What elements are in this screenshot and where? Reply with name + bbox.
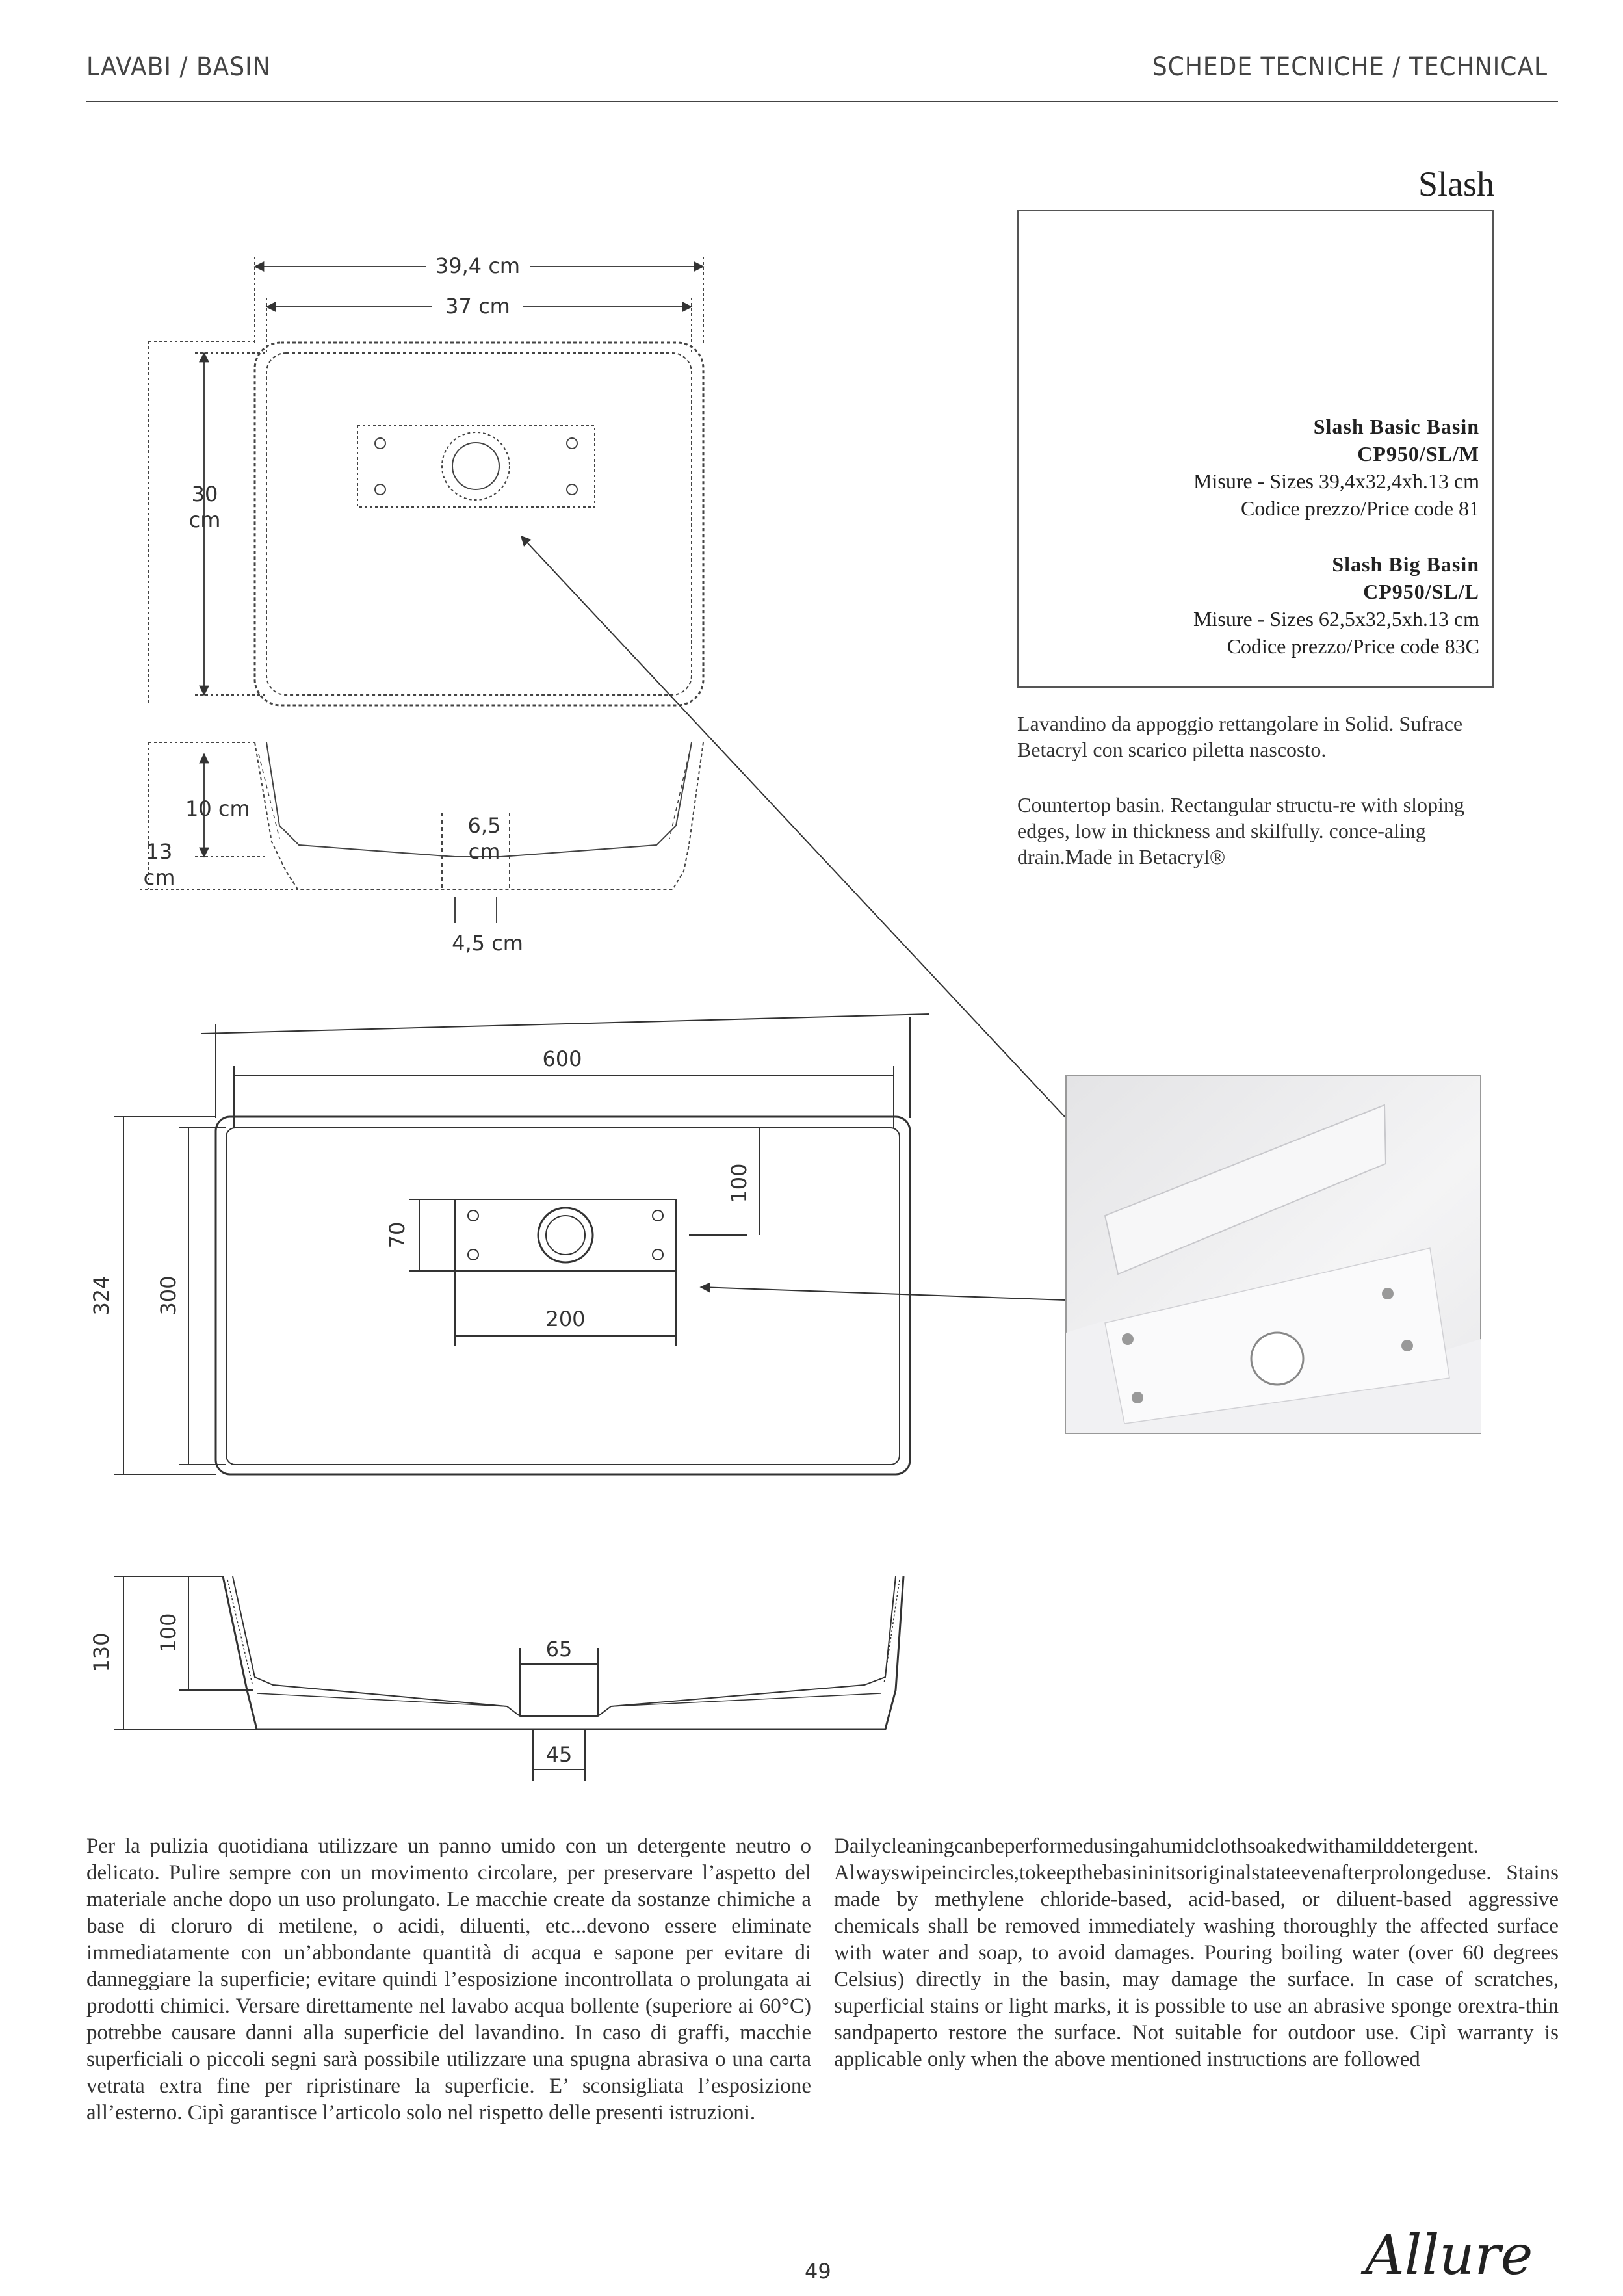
dim-large-height-total: 130 xyxy=(89,1632,114,1673)
dim-height-total: 13 cm xyxy=(143,839,175,890)
dim-large-depth-inner: 300 xyxy=(156,1275,181,1316)
care-instructions-english: Dailycleaningcanbeperformedusingahumidclothsoakedwithamilddetergent. Alwayswipeincircles,tokeepthebasininitsoriginalstateevenafterprolongeduse. Stains made by methylene chloride-based, acid-based, or diluent-based aggressive chemicals shall be removed immediately washing thoroughly the affected surface with water and soap, to avoid damages. Pouring boiling water (over 60 degrees Celsius) directly in the basin, may damage the surface. In case of scratches, superficial stains or light marks, it is possible to use an abrasive sponge orextra-thin sandpaperto restore the surface. Not suitable for outdoor use. Cipì warranty is applicable only when the above mentioned instructions are followed xyxy=(834,1834,1559,2071)
dim-large-drain-top: 65 xyxy=(545,1637,573,1662)
spec-price: Codice prezzo/Price code 81 xyxy=(1241,497,1479,520)
spec-price: Codice prezzo/Price code 83C xyxy=(1227,634,1479,658)
dim-width-inner: 37 cm xyxy=(445,294,510,319)
spec-sizes: Misure - Sizes 39,4x32,4xh.13 cm xyxy=(1193,469,1479,493)
spec-name: Slash Basic Basin xyxy=(1313,415,1479,438)
dim-large-height-inner: 100 xyxy=(156,1613,181,1653)
dim-plate-height: 70 xyxy=(385,1221,409,1249)
photo-pointer-arrow xyxy=(521,536,1066,1118)
description-english: Countertop basin. Rectangular structu-re with sloping edges, low in thickness and skilfully. conce-aling drain.Made in Betacryl® xyxy=(1017,793,1464,868)
small-basin-section xyxy=(140,742,703,923)
brand-logo: Allure xyxy=(1365,2223,1533,2287)
care-instructions-italian: Per la pulizia quotidiana utilizzare un panno umido con un detergente neutro o delicato. Pulire sempre con un movimento circolare, per preservare l’aspetto del materiale anche dopo un uso prolungato. Le macchie create da sostanze chimiche a base di cloruro di metilene, o acidi, diluenti, etc...devono essere eliminate immediatamente con un’abbondante quantità di acqua e sapone per evitare di danneggiare la superficie; evitare quindi l’esposizione incontrollata o prolungata ai prodotti chimici. Versare direttamente nel lavabo acqua bollente (superiore ai 60°C) potrebbe causare danni alla superficie del lavandino. In caso di graffi, macchie superficiali o piccoli segni sarà possibile utilizzare una spugna abrasiva o una carta vetrata extra fine per ripristinare la superficie. E’ sconsigliata l’esposizione all’esterno. Cipì garantisce l’articolo solo nel rispetto delle presenti istruzioni. xyxy=(86,1834,811,2124)
large-basin-section xyxy=(114,1576,903,1781)
dim-drain-top: 6,5 cm xyxy=(467,813,501,864)
catalog-label: SCHEDE TECNICHE / TECHNICAL xyxy=(1152,52,1548,82)
dim-height-inner: 10 cm xyxy=(185,796,250,821)
dim-large-drain-bottom: 45 xyxy=(545,1742,573,1767)
dim-drain-bottom: 4,5 cm xyxy=(452,931,523,956)
dim-large-depth-outer: 324 xyxy=(89,1275,114,1316)
spec-name: Slash Big Basin xyxy=(1332,553,1479,576)
dim-width-outer: 39,4 cm xyxy=(435,254,521,278)
spec-sizes: Misure - Sizes 62,5x32,5xh.13 cm xyxy=(1193,607,1479,631)
dim-drain-offset: 100 xyxy=(727,1163,751,1203)
product-title: Slash xyxy=(1418,164,1494,203)
dim-depth: 30 cm xyxy=(188,482,221,532)
photo-pointer-arrow-large xyxy=(701,1287,1066,1300)
section-label: LAVABI / BASIN xyxy=(86,52,271,82)
large-basin-top-view xyxy=(114,1014,929,1474)
dim-large-width: 600 xyxy=(542,1047,582,1071)
spec-code: CP950/SL/M xyxy=(1357,442,1479,465)
description-italian: Lavandino da appoggio rettangolare in Solid. Sufrace Betacryl con scarico piletta nascosto. xyxy=(1017,712,1463,761)
page-number: 49 xyxy=(805,2259,831,2284)
dim-plate-width: 200 xyxy=(545,1307,586,1331)
product-photo xyxy=(1066,1076,1481,1433)
spec-code: CP950/SL/L xyxy=(1363,580,1479,603)
